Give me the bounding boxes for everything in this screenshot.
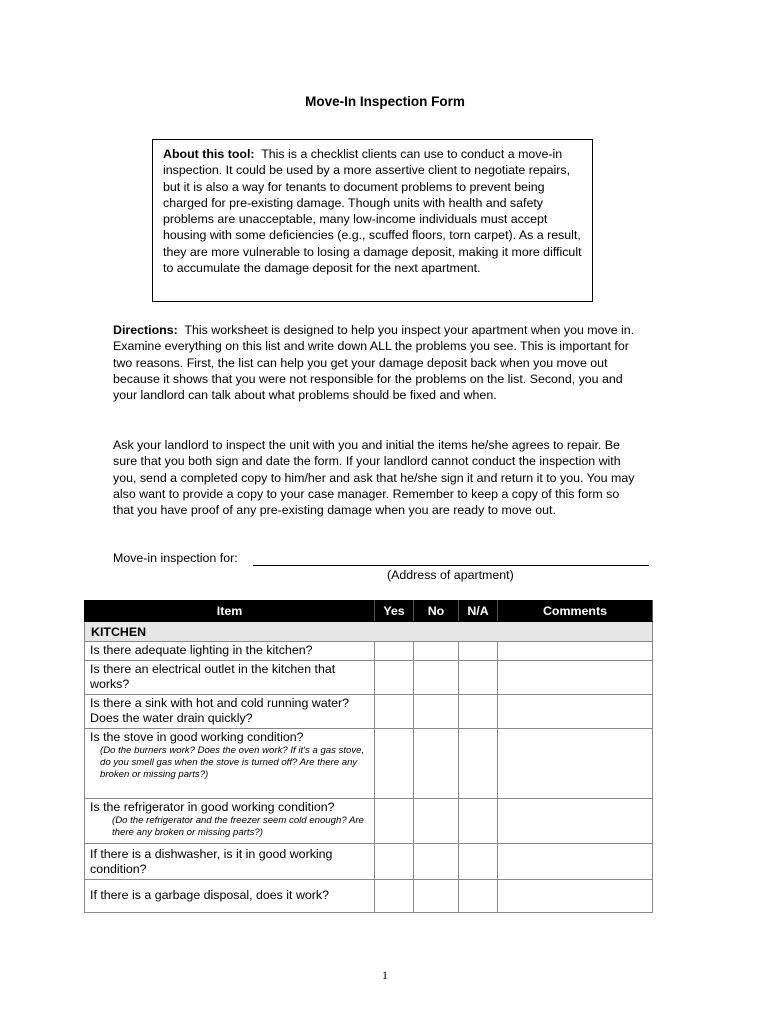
table-row	[85, 694, 653, 728]
header-comments: Comments	[498, 601, 653, 622]
table-row	[85, 728, 653, 798]
na-cell[interactable]	[459, 694, 498, 728]
no-cell[interactable]	[414, 642, 459, 661]
na-cell[interactable]	[459, 879, 498, 912]
comments-cell[interactable]	[498, 879, 653, 912]
address-field-line[interactable]	[253, 565, 649, 566]
about-box	[152, 139, 593, 302]
item-text: Is there adequate lighting in the kitchen?	[85, 642, 375, 661]
yes-cell[interactable]	[375, 879, 414, 912]
item-text: Is the stove in good working condition?	[90, 729, 304, 744]
yes-cell[interactable]	[375, 660, 414, 694]
yes-cell[interactable]	[375, 642, 414, 661]
directions-label: Directions:	[113, 323, 178, 337]
yes-cell[interactable]	[375, 843, 414, 879]
no-cell[interactable]	[414, 694, 459, 728]
table-row	[85, 660, 653, 694]
inspection-label: Move-in inspection for:	[113, 551, 238, 565]
section-label: KITCHEN	[85, 622, 653, 642]
no-cell[interactable]	[414, 843, 459, 879]
yes-cell[interactable]	[375, 728, 414, 798]
comments-cell[interactable]	[498, 798, 653, 843]
section-row-kitchen	[85, 622, 653, 642]
no-cell[interactable]	[414, 798, 459, 843]
item-text: If there is a dishwasher, is it in good working condition?	[85, 843, 375, 879]
item-cell-stove	[85, 728, 375, 798]
no-cell[interactable]	[414, 728, 459, 798]
item-text: If there is a garbage disposal, does it work?	[85, 879, 375, 912]
yes-cell[interactable]	[375, 694, 414, 728]
item-text: Is there an electrical outlet in the kitchen that works?	[85, 660, 375, 694]
directions-text: This worksheet is designed to help you inspect your apartment when you move in. Examine everything on this list and write down ALL the problems you see. This is important for two reasons. First, the list can help you get your damage deposit back when you move out because it shows that you were not responsible for the problems on the list. Second, you and your landlord can talk about what problems should be fixed and when.	[113, 323, 635, 403]
page-title: Move-In Inspection Form	[305, 94, 465, 109]
na-cell[interactable]	[459, 660, 498, 694]
inspection-address-row	[113, 551, 653, 569]
directions-paragraph	[113, 322, 643, 403]
inspection-checklist-table	[84, 600, 653, 913]
header-yes: Yes	[375, 601, 414, 622]
comments-cell[interactable]	[498, 843, 653, 879]
about-text: This is a checklist clients can use to conduct a move-in inspection. It could be used by a more assertive client to negotiate repairs, but it is also a way for tenants to document problems to prevent being charged for pre-existing damage. Though units with health and safety problems are unacceptable, many low-income individuals must accept housing with some deficiencies (e.g., scuffed floors, torn carpet). As a result, they are more vulnerable to losing a damage deposit, making it more difficult to accumulate the damage deposit for the next apartment.	[163, 147, 582, 276]
table-row	[85, 879, 653, 912]
na-cell[interactable]	[459, 642, 498, 661]
comments-cell[interactable]	[498, 660, 653, 694]
item-text: Is there a sink with hot and cold running water? Does the water drain quickly?	[85, 694, 375, 728]
address-caption: (Address of apartment)	[387, 568, 514, 582]
comments-cell[interactable]	[498, 728, 653, 798]
no-cell[interactable]	[414, 879, 459, 912]
no-cell[interactable]	[414, 660, 459, 694]
about-label: About this tool:	[163, 147, 255, 161]
comments-cell[interactable]	[498, 694, 653, 728]
header-na: N/A	[459, 601, 498, 622]
ask-landlord-paragraph	[113, 437, 643, 518]
na-cell[interactable]	[459, 728, 498, 798]
ask-landlord-text: Ask your landlord to inspect the unit with you and initial the items he/she agrees to repair. Be sure that you both sign and date the form. If your landlord cannot conduct the inspection with you, send a completed copy to him/her and ask that he/she sign it and return it to you. You may also want to provide a copy to your case manager. Remember to keep a copy of this form so that you have proof of any pre-existing damage when you are ready to move out.	[113, 438, 635, 518]
na-cell[interactable]	[459, 798, 498, 843]
item-note: (Do the refrigerator and the freezer seem cold enough? Are there any broken or missing parts?)	[112, 815, 364, 838]
page-number: 1	[382, 968, 388, 982]
item-cell-refrigerator	[85, 798, 375, 843]
table-row	[85, 798, 653, 843]
item-note: (Do the burners work? Does the oven work? If it's a gas stove, do you smell gas when the stove is turned off? Are there any broken or missing parts?)	[100, 745, 365, 780]
table-row	[85, 642, 653, 661]
about-text-block	[163, 146, 588, 276]
header-no: No	[414, 601, 459, 622]
table-header-row	[85, 601, 653, 622]
table-row	[85, 843, 653, 879]
yes-cell[interactable]	[375, 798, 414, 843]
header-item: Item	[85, 601, 375, 622]
item-text: Is the refrigerator in good working condition?	[90, 799, 335, 814]
na-cell[interactable]	[459, 843, 498, 879]
comments-cell[interactable]	[498, 642, 653, 661]
